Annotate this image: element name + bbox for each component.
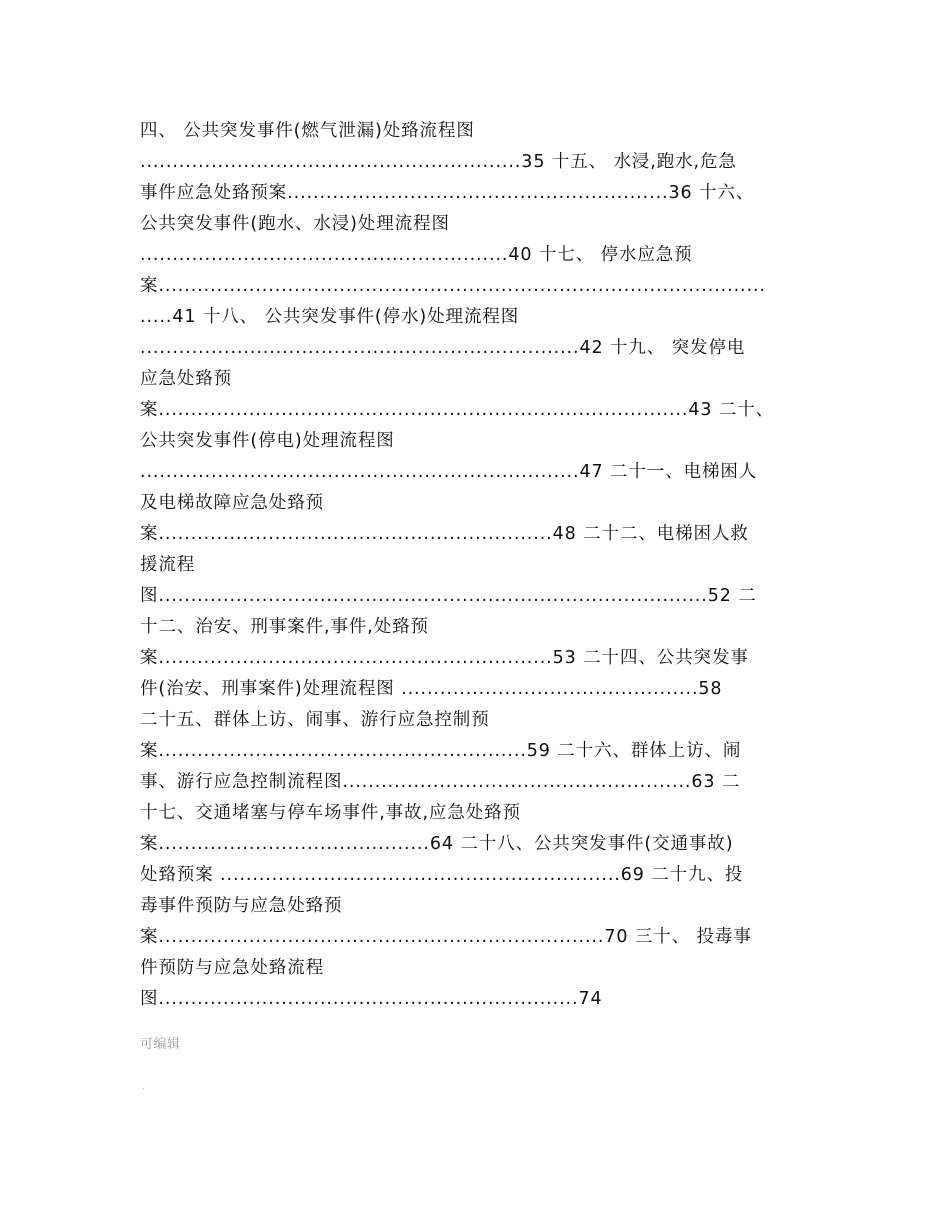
toc-line: 图.....................................................................................52 二 [140, 586, 757, 606]
toc-line: 案.....................................................................70 三十、 投毒事 [140, 927, 752, 947]
toc-line: 案.............................................................48 二十二、电梯困人救 [140, 524, 749, 544]
toc-line: 公共突发事件(停电)处理流程图 [140, 431, 395, 451]
editable-note: 可编辑 [140, 1037, 181, 1052]
toc-line: 十七、交通堵塞与停车场事件,事故,应急处臵预 [140, 803, 521, 823]
toc-line: 事、游行应急控制流程图......................................................63 二 [140, 772, 741, 792]
toc-line: 二十五、群体上访、闹事、游行应急控制预 [140, 710, 490, 730]
toc-line: 件预防与应急处臵流程 [140, 958, 324, 978]
table-of-contents [140, 116, 830, 1015]
toc-line: 案.............................................................53 二十四、公共突发事 [140, 648, 749, 668]
toc-line: 案.........................................................59 二十六、群体上访、闹 [140, 741, 742, 761]
page-marker-dot: . [142, 1082, 145, 1092]
toc-line: 十二、治安、刑事案件,事件,处臵预 [140, 617, 429, 637]
toc-line: .........................................................40 十七、 停水应急预 [140, 245, 693, 265]
toc-line: 毒事件预防与应急处臵预 [140, 896, 343, 916]
toc-line: 及电梯故障应急处臵预 [140, 493, 324, 513]
toc-line: 应急处臵预 [140, 369, 232, 389]
toc-line: 案.............................................................................................. [140, 276, 766, 296]
toc-line: ...........................................................35 十五、 水浸,跑水,危急 [140, 152, 737, 172]
toc-line: 公共突发事件(跑水、水浸)处理流程图 [140, 214, 450, 234]
toc-line: 案..................................................................................43 二十、 [140, 400, 775, 420]
toc-line: 件(治安、刑事案件)处理流程图 ..............................................58 [140, 679, 723, 699]
toc-line: .....41 十八、 公共突发事件(停水)处理流程图 [140, 307, 520, 327]
toc-line: ....................................................................47 二十一、电梯困人 [140, 462, 758, 482]
toc-line: 案..........................................64 二十八、公共突发事件(交通事故) [140, 834, 734, 854]
toc-line: ....................................................................42 十九、 突发停电 [140, 338, 746, 358]
toc-line: 处臵预案 ..............................................................69 二十九、投 [140, 865, 744, 885]
toc-line: 事件应急处臵预案...........................................................36 十六、 [140, 183, 755, 203]
toc-line: 图.................................................................74 [140, 989, 603, 1009]
toc-line: 四、 公共突发事件(燃气泄漏)处臵流程图 [140, 121, 475, 141]
toc-line: 援流程 [140, 555, 196, 575]
